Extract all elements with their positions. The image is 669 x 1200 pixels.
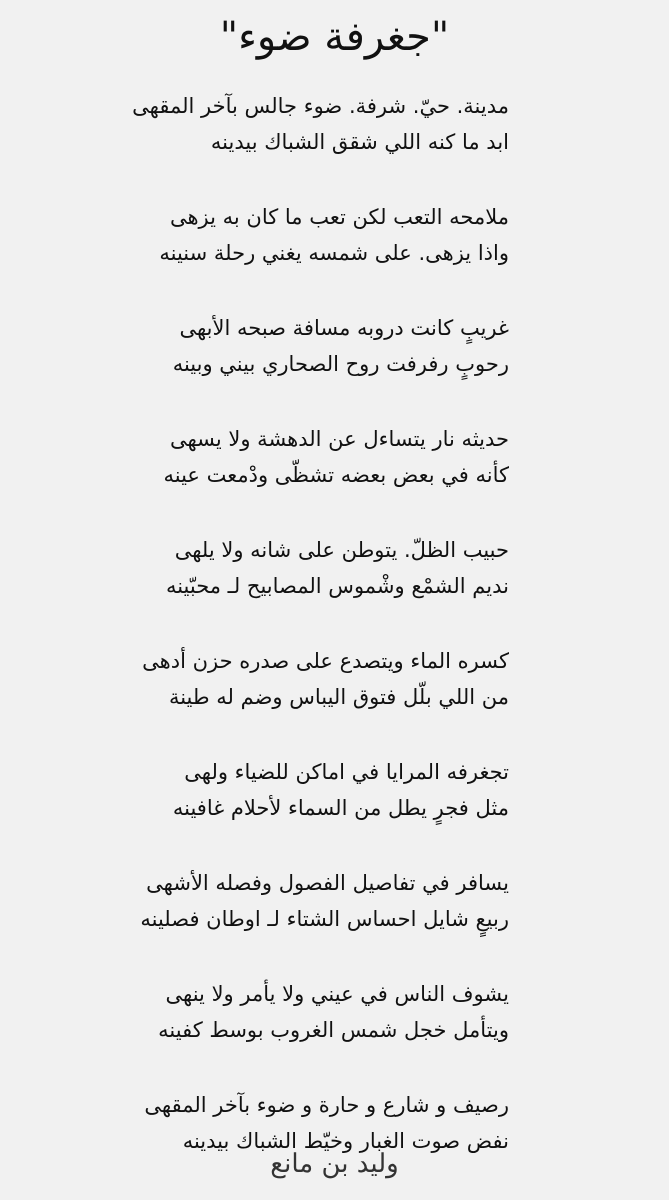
poem-line: ويتأمل خجل شمس الغروب بوسط كفينه (158, 1018, 509, 1042)
poem-line: نديم الشمْع وشْموس المصابيح لـ محبّينه (165, 574, 509, 598)
poem-line: كأنه في بعض بعضه تشظّى ودْمعت عينه (163, 463, 509, 487)
stanza (129, 421, 509, 532)
poem-line: تجغرفه المرايا في اماكن للضياء ولهى (184, 760, 509, 784)
poem-line: كسره الماء ويتصدع على صدره حزن أدهى (142, 649, 509, 673)
poem-line: مدينة. حيّ. شرفة. ضوء جالس بآخر المقهى (132, 94, 509, 118)
poem-line: من اللي بلّل فتوق اليباس وضم له طينة (168, 685, 509, 709)
poem-line: مثل فجرٍ يطل من السماء لأحلام غافينه (172, 796, 509, 820)
stanza (129, 754, 509, 865)
poem-line: رصيف و شارع و حارة و ضوء بآخر المقهى (144, 1093, 509, 1117)
poem-line: واذا يزهى. على شمسه يغني رحلة سنينه (159, 241, 509, 265)
poem-line: ابد ما كنه اللي شقق الشباك بيدينه (210, 130, 509, 154)
stanza (129, 88, 509, 199)
author-signature: وليد بن مانع (270, 1149, 399, 1179)
poem-line: يشوف الناس في عيني ولا يأمر ولا ينهى (165, 982, 509, 1006)
poem-line: غريبٍ كانت دروبه مسافة صبحه الأبهى (179, 316, 509, 340)
poem-line: حديثه نار يتساءل عن الدهشة ولا يسهى (169, 427, 509, 451)
poem-title: "جغرفة ضوء" (219, 14, 450, 60)
stanza (129, 976, 509, 1087)
poem-line: حبيب الظلّ. يتوطن على شانه ولا يلهى (174, 538, 509, 562)
poem-body (129, 88, 509, 1198)
stanza (129, 199, 509, 310)
stanza (129, 643, 509, 754)
stanza (129, 865, 509, 976)
stanza (129, 310, 509, 421)
poem-line: يسافر في تفاصيل الفصول وفصله الأشهى (146, 871, 509, 895)
poem-line: ربيعٍ شايل احساس الشتاء لـ اوطان فصلينه (140, 907, 509, 931)
poem-line: رحوبٍ رفرفت روح الصحاري بيني وبينه (172, 352, 509, 376)
poem-line: نفض صوت الغبار وخيّط الشباك بيدينه (182, 1129, 509, 1153)
stanza (129, 532, 509, 643)
poem-line: ملامحه التعب لكن تعب ما كان به يزهى (169, 205, 509, 229)
